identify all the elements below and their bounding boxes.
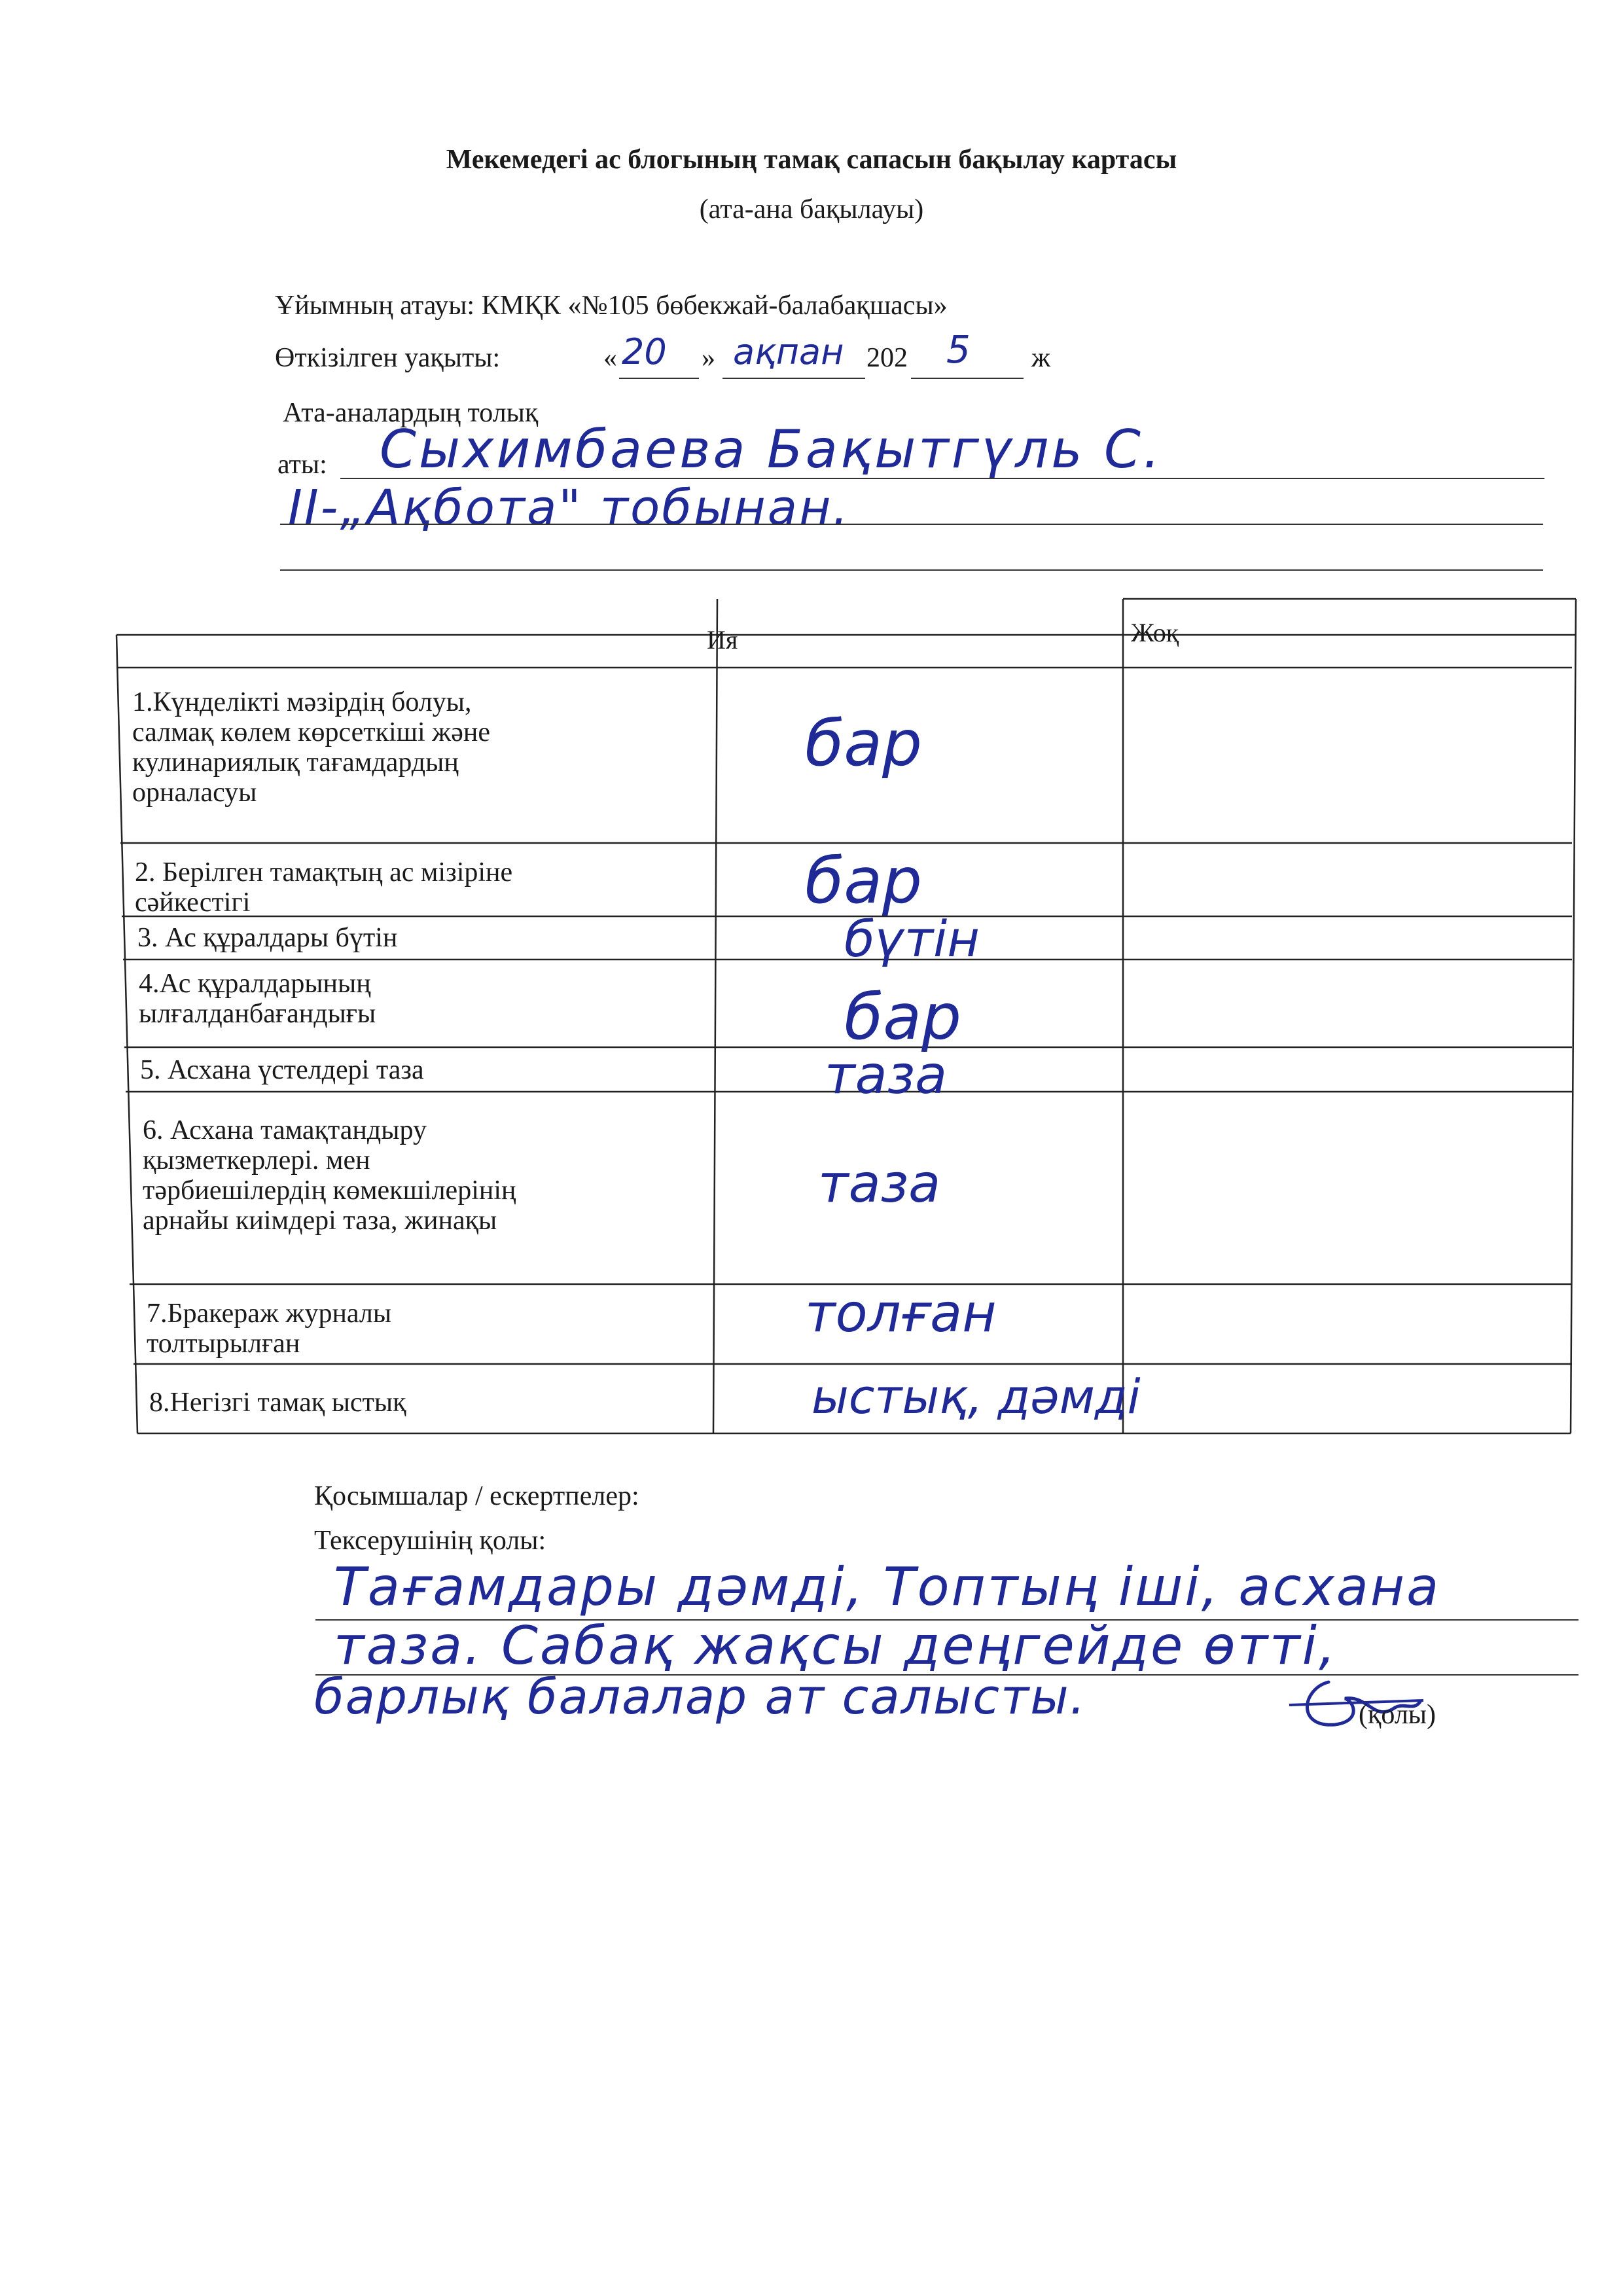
- date-suffix: ж: [1031, 343, 1051, 373]
- row-8-yes[interactable]: ыстық, дәмді: [812, 1369, 1141, 1424]
- row-2-yes[interactable]: бар: [805, 844, 922, 918]
- date-day[interactable]: 20: [622, 331, 667, 372]
- org-value: КМҚК «№105 бөбекжай-балабақшасы»: [481, 291, 948, 321]
- row-6-yes[interactable]: таза: [818, 1153, 941, 1214]
- header-yes: Ия: [707, 625, 738, 655]
- page-title: Мекемедегі ас блогының тамақ сапасын бақылау картасы: [446, 145, 1177, 175]
- inspector-label: Тексерушінің қолы:: [314, 1526, 546, 1556]
- note-line-3[interactable]: барлық балалар ат салысты.: [314, 1669, 1087, 1725]
- parent-label-2: аты:: [277, 450, 327, 480]
- date-year-prefix: 202: [866, 343, 908, 373]
- row-7-yes[interactable]: толған: [805, 1283, 997, 1344]
- page-subtitle: (ата-ана бақылауы): [699, 194, 924, 224]
- date-close-quote: »: [702, 343, 715, 373]
- row-4-yes[interactable]: бар: [844, 980, 961, 1054]
- parent-name[interactable]: Сыхимбаева Бақытгүль С.: [380, 419, 1163, 480]
- note-line-2[interactable]: таза. Сабақ жақсы деңгейде өтті,: [334, 1615, 1338, 1676]
- org-label: Ұйымның атауы:: [275, 291, 475, 321]
- table-row-label: 8.Негізгі тамақ ыстық: [149, 1388, 406, 1418]
- table-row-label: 5. Асхана үстелдері таза: [140, 1055, 424, 1085]
- table-row-label: 4.Ас құралдарының ылғалданбағандығы: [139, 969, 376, 1029]
- date-year-digit[interactable]: 5: [946, 327, 971, 372]
- parent-group[interactable]: II-„Ақбота" тобынан.: [288, 480, 851, 536]
- header-no: Жоқ: [1131, 618, 1179, 647]
- table-row-label: 2. Берілген тамақтың ас мізіріне сәйкестігі: [135, 857, 513, 918]
- table-row-label: 7.Бракераж журналы толтырылған: [147, 1299, 392, 1359]
- row-1-yes[interactable]: бар: [805, 707, 922, 780]
- date-open-quote: «: [603, 343, 617, 373]
- parent-label-1: Ата-аналардың толық: [283, 398, 539, 428]
- row-3-yes[interactable]: бүтін: [844, 910, 980, 968]
- table-row-label: 1.Күнделікті мәзірдің болуы, салмақ көлем көрсеткіші және кулинариялық тағамдардың орналасуы: [132, 687, 490, 808]
- table-row-label: 6. Асхана тамақтандыру қызметкерлері. мен тәрбиешілердің көмекшілерінің арнайы киімдері таза, жинақы: [143, 1115, 516, 1236]
- note-line-1[interactable]: Тағамдары дәмді, Топтың іші, асхана: [334, 1556, 1441, 1617]
- signature-caption: (қолы): [1359, 1700, 1436, 1730]
- notes-label: Қосымшалар / ескертпелер:: [314, 1481, 639, 1511]
- table-row-label: 3. Ас құралдары бүтін: [137, 923, 398, 953]
- row-5-yes[interactable]: таза: [825, 1045, 948, 1105]
- date-label: Өткізілген уақыты:: [275, 343, 501, 373]
- date-month[interactable]: ақпан: [733, 331, 844, 372]
